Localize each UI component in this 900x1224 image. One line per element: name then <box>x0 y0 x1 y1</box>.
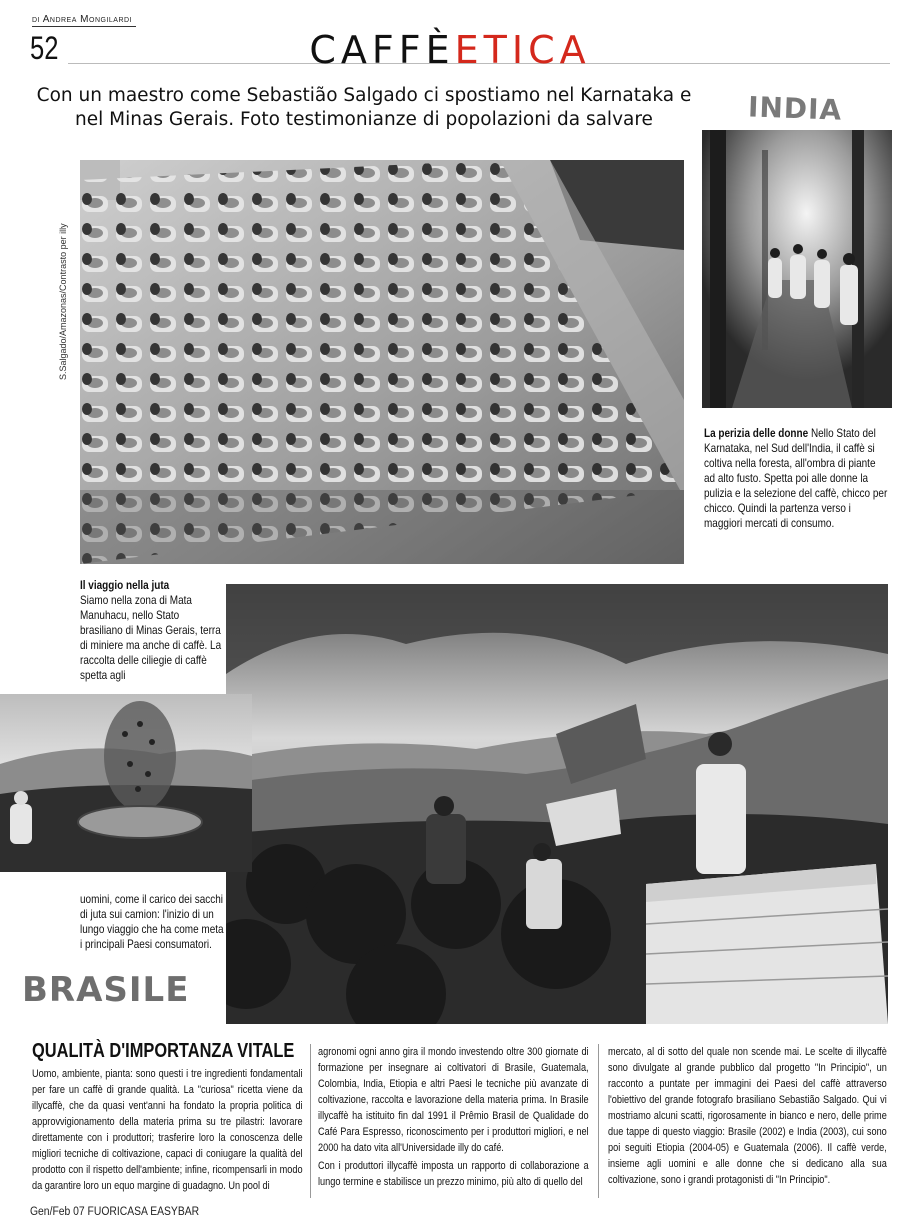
photo-brasile-truck <box>226 584 888 1024</box>
caption-india-head: La perizia delle donne <box>704 427 809 440</box>
photo-women-sorting-coffee-image <box>80 160 684 564</box>
stamp-india: INDIA <box>747 90 843 127</box>
photo-women-sorting-coffee <box>80 160 684 564</box>
photo-brasile-sieve <box>0 694 252 872</box>
deck <box>30 84 698 132</box>
caption-brasile-top <box>80 578 224 683</box>
photo-brasile-truck-image <box>226 584 888 1024</box>
byline: di Andrea Mongilardi <box>32 14 133 25</box>
page-number: 52 <box>30 30 59 66</box>
photo-brasile-sieve-image <box>0 694 252 872</box>
caption-india-body: Nello Stato del Karnataka, nel Sud dell'India, il caffè si coltiva nella foresta, all'ombra di piante ad alto fusto. Spetta poi alle donne la pulizia e la selezione del caffè, chicco per chicco. Quindi la partenza verso i maggiori mercati di consumo. <box>704 427 888 530</box>
column-divider-2 <box>598 1044 599 1198</box>
photo-india-forest <box>702 130 892 408</box>
footer-folio: Gen/Feb 07 FUORICASA EASYBAR <box>30 1206 200 1218</box>
section-title-part2: ETICA <box>454 28 591 72</box>
caption-brasile-bottom-body: uomini, come il carico dei sacchi di juta sui camion: l'inizio di un lungo viaggio che ha come meta i principali Paesi consumatori. <box>80 893 224 951</box>
deck-line-1: Con un maestro come Sebastião Salgado ci spostiamo nel Karnataka e <box>36 85 692 106</box>
article-title: QUALITÀ D'IMPORTANZA VITALE <box>32 1040 295 1062</box>
stamp-brasile: BRASILE <box>22 970 190 1010</box>
photo-india-forest-image <box>702 130 892 408</box>
section-title <box>300 28 600 72</box>
caption-brasile-top-body: Siamo nella zona di Mata Manuhacu, nello Stato brasiliano di Minas Gerais, terra di miniere ma anche di caffè. La raccolta delle ciliegie di caffè spetta agli <box>80 594 222 682</box>
article-column-3 <box>608 1044 887 1190</box>
caption-brasile-bottom <box>80 892 224 952</box>
caption-india <box>704 426 889 531</box>
article-column-1-text: Uomo, ambiente, pianta: sono questi i tre ingredienti fondamentali per fare un caffè di grande qualità. La "curiosa" ricetta viene da illycaffè, che da quasi vent'anni ha fondato la propria politica di approvvigionamento della materia prima su tre pilastri: lavorare direttamente con i produttori; trasferire loro la conoscenza delle migliori tecniche di coltivazione, capaci di coniugare la qualità del prodotto con il rispetto dell'ambiente; infine, ricompensarli in modo da garantire loro un equo margine di guadagno. Un pool di <box>32 1068 303 1192</box>
column-divider-1 <box>310 1044 311 1198</box>
caption-brasile-top-head: Il viaggio nella juta <box>80 579 170 592</box>
article-column-2 <box>318 1044 589 1192</box>
article-column-1 <box>32 1066 303 1196</box>
article-column-3-text: mercato, al di sotto del quale non scende mai. Le scelte di illycaffè sono divulgate al grande pubblico dal progetto "In Principio", un racconto a puntate per immagini dei Paesi del caffè attraverso l'obiettivo del grande fotografo brasiliano Sebastião Salgado. Qui vi mostriamo alcuni scatti, rigorosamente in bianco e nero, delle prime due tappe di questo viaggio: Brasile (2002) e India (2003), cui sono poi seguiti Etiopia (2004-05) e Guatemala (2006). Il caffè verde, insieme agli uomini e alle donne che si dedicano alla sua coltivazione, sono i grandi protagonisti di "In Principio". <box>608 1046 887 1186</box>
article-column-2-paragraph-1: agronomi ogni anno gira il mondo investendo oltre 300 giornate di formazione per insegnare ai coltivatori di Brasile, Guatemala, Colombia, India, Etiopia e altri Paesi le tecniche più avanzate di coltivazione, raccolta e lavorazione della materia prima. In Brasile illycaffè ha istituito fin dal 1991 il Prêmio Brasil de Qualidade do Café Para Espresso, riconoscimento per i produttori migliori, e nel 2000 ha dato vita all'Universidade illy do café. <box>318 1046 589 1154</box>
deck-line-2: nel Minas Gerais. Foto testimonianze di popolazioni da salvare <box>75 109 653 130</box>
photo-credit: S.Salgado/Amazonas/Contrasto per illy <box>58 223 68 380</box>
article-column-2-paragraph-2: Con i produttori illycaffè imposta un rapporto di collaborazione a lungo termine e stabilisce un prezzo minimo, più alto di quello del <box>318 1160 589 1188</box>
section-title-part1: CAFFÈ <box>309 28 455 72</box>
byline-rule <box>32 26 136 27</box>
